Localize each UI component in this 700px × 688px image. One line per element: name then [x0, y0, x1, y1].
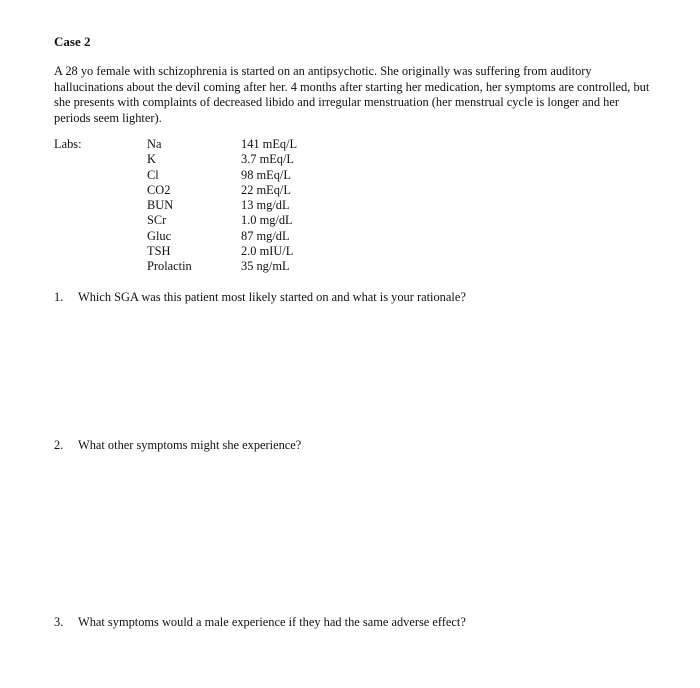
- lab-row: [147, 244, 361, 259]
- question-1: [54, 290, 466, 305]
- question-number: 2.: [54, 438, 64, 452]
- lab-row: [147, 198, 361, 213]
- lab-name: Prolactin: [147, 259, 192, 274]
- case-description: A 28 yo female with schizophrenia is started on an antipsychotic. She originally was suffering from auditory hallucinations about the devil coming after her. 4 months after starting her medication, her symptoms are controlled, but she presents with complaints of decreased libido and irregular menstruation (her menstrual cycle is longer and her periods seem lighter).: [54, 64, 650, 125]
- question-text: What other symptoms might she experience?: [78, 438, 302, 452]
- question-text: What symptoms would a male experience if they had the same adverse effect?: [78, 615, 466, 629]
- lab-value: 3.7 mEq/L: [241, 152, 294, 167]
- question-text: Which SGA was this patient most likely started on and what is your rationale?: [78, 290, 466, 304]
- lab-name: Cl: [147, 167, 159, 182]
- lab-row: [147, 137, 361, 152]
- lab-name: TSH: [147, 244, 171, 259]
- question-3: [54, 615, 466, 630]
- lab-row: [147, 152, 361, 167]
- lab-value: 141 mEq/L: [241, 137, 298, 151]
- labs-label: Labs:: [54, 137, 82, 151]
- lab-row: [147, 213, 361, 228]
- question-number: 3.: [54, 615, 64, 629]
- lab-name: Gluc: [147, 228, 172, 243]
- case-title: Case 2: [54, 34, 91, 49]
- question-2: [54, 438, 301, 453]
- lab-name: SCr: [147, 213, 167, 228]
- lab-value: 98 mEq/L: [241, 167, 291, 182]
- lab-value: 87 mg/dL: [241, 228, 290, 243]
- lab-name: Na: [147, 137, 162, 151]
- lab-row: [147, 168, 361, 183]
- lab-name: BUN: [147, 198, 174, 213]
- lab-value: 1.0 mg/dL: [241, 213, 293, 228]
- lab-row: [147, 183, 361, 198]
- labs-table: [147, 137, 361, 275]
- lab-value: 13 mg/dL: [241, 198, 290, 213]
- lab-value: 2.0 mIU/L: [241, 244, 294, 259]
- lab-row: [147, 259, 361, 274]
- lab-name: K: [147, 152, 156, 167]
- lab-row: [147, 229, 361, 244]
- lab-value: 35 ng/mL: [241, 259, 290, 274]
- lab-name: CO2: [147, 182, 171, 197]
- lab-value: 22 mEq/L: [241, 182, 291, 197]
- question-number: 1.: [54, 290, 64, 304]
